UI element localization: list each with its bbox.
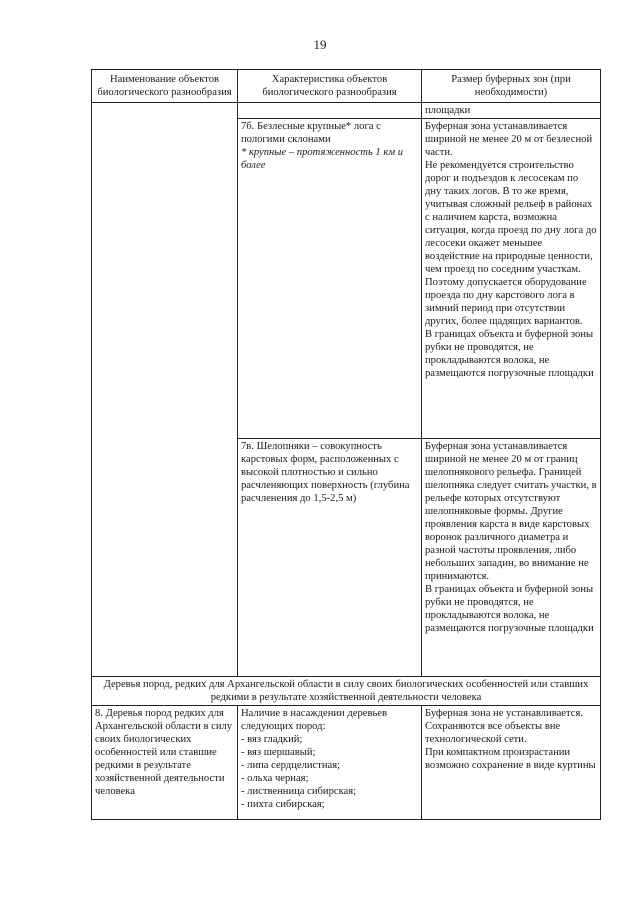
buffer-7v	[422, 439, 601, 677]
header-buffer-size: Размер буферных зон (при необходимости)	[422, 70, 601, 103]
buffer-7b-p2: Не рекомендуется строительство дорог и подъездов к лесосекам по дну таких логов. В то же время, учитывая сложный рельеф в районах с наличием карста, возможна ситуация, когда проезд по дну лога до лесосеки окажет меньшее воздействие на природные ценности, чем проезд по соседним участкам. Поэтому допускается оборудование проезда по дну карстового лога в зимний период при отсутствии других, более щадящих вариантов.	[425, 160, 597, 327]
section-heading: Деревья пород, редких для Архангельской области в силу своих биологических особенностей или ставших редкими в результате хозяйственной деятельности человека	[92, 677, 601, 706]
section-heading-row	[92, 677, 601, 706]
table-header-row	[92, 70, 601, 103]
buffer-8	[422, 706, 601, 820]
species-item: - липа сердцелистная;	[241, 760, 341, 771]
header-object-name: Наименование объектов биологического разнообразия	[92, 70, 238, 103]
buffer-8-p2: Сохраняются все объекты вне технологической сети.	[425, 721, 561, 745]
continued-characteristic-cell	[238, 103, 422, 119]
buffer-7b-p3: В границах объекта и буферной зоны рубки не проводятся, не прокладываются волока, не размещаются погрузочные площадки	[425, 329, 594, 379]
species-item: - лиственница сибирская;	[241, 786, 357, 797]
continued-row-fragment	[92, 103, 601, 119]
buffer-7v-p1: Буферная зона устанавливается шириной не менее 20 м от границ шелопнякового рельефа. Границей шелопняка следует считать участки, в рельефе которых отсутствуют шелопняковые формы. Другие проявления карста в виде карстовых воронок различного диаметра и разной частоты проявления, либо небольших западин, во внимание не принимаются.	[425, 441, 597, 582]
page-number: 19	[313, 37, 327, 52]
object-name-8: 8. Деревья пород редких для Архангельской области в силу своих биологических особенностей или ставшие редкими в результате хозяйственной деятельности человека	[92, 706, 238, 820]
characteristic-8-intro: Наличие в насаждении деревьев следующих пород:	[241, 708, 388, 732]
buffer-7v-p2: В границах объекта и буферной зоны рубки не проводятся, не прокладываются волока, не размещаются погрузочные площадки	[425, 584, 594, 634]
characteristic-7b	[238, 119, 422, 439]
buffer-7b-p1: Буферная зона устанавливается шириной не менее 20 м от безлесной части.	[425, 121, 593, 158]
species-item: - ольха черная;	[241, 773, 309, 784]
species-item: - вяз шершавый;	[241, 747, 316, 758]
species-item: - вяз гладкий;	[241, 734, 303, 745]
header-characteristic: Характеристика объектов биологического разнообразия	[238, 70, 422, 103]
buffer-8-p3: При компактном произрастании возможно сохранение в виде куртины	[425, 747, 596, 771]
characteristic-8	[238, 706, 422, 820]
characteristic-7b-text: 7б. Безлесные крупные* лога с пологими склонами	[241, 121, 381, 145]
biodiversity-table	[91, 69, 601, 820]
species-item: - пихта сибирская;	[241, 799, 325, 810]
characteristic-7b-note: * крупные – протяженность 1 км и более	[241, 147, 404, 171]
characteristic-7v: 7в. Шелопняки – совокупность карстовых форм, расположенных с высокой плотностью и сильно расчленяющих поверхность (глубина расчленения до 1,5-2,5 м)	[238, 439, 422, 677]
table-row-8	[92, 706, 601, 820]
continued-buffer-cell: площадки	[422, 103, 601, 119]
continued-name-cell	[92, 103, 238, 677]
buffer-8-p1: Буферная зона не устанавливается.	[425, 708, 583, 719]
buffer-7b	[422, 119, 601, 439]
